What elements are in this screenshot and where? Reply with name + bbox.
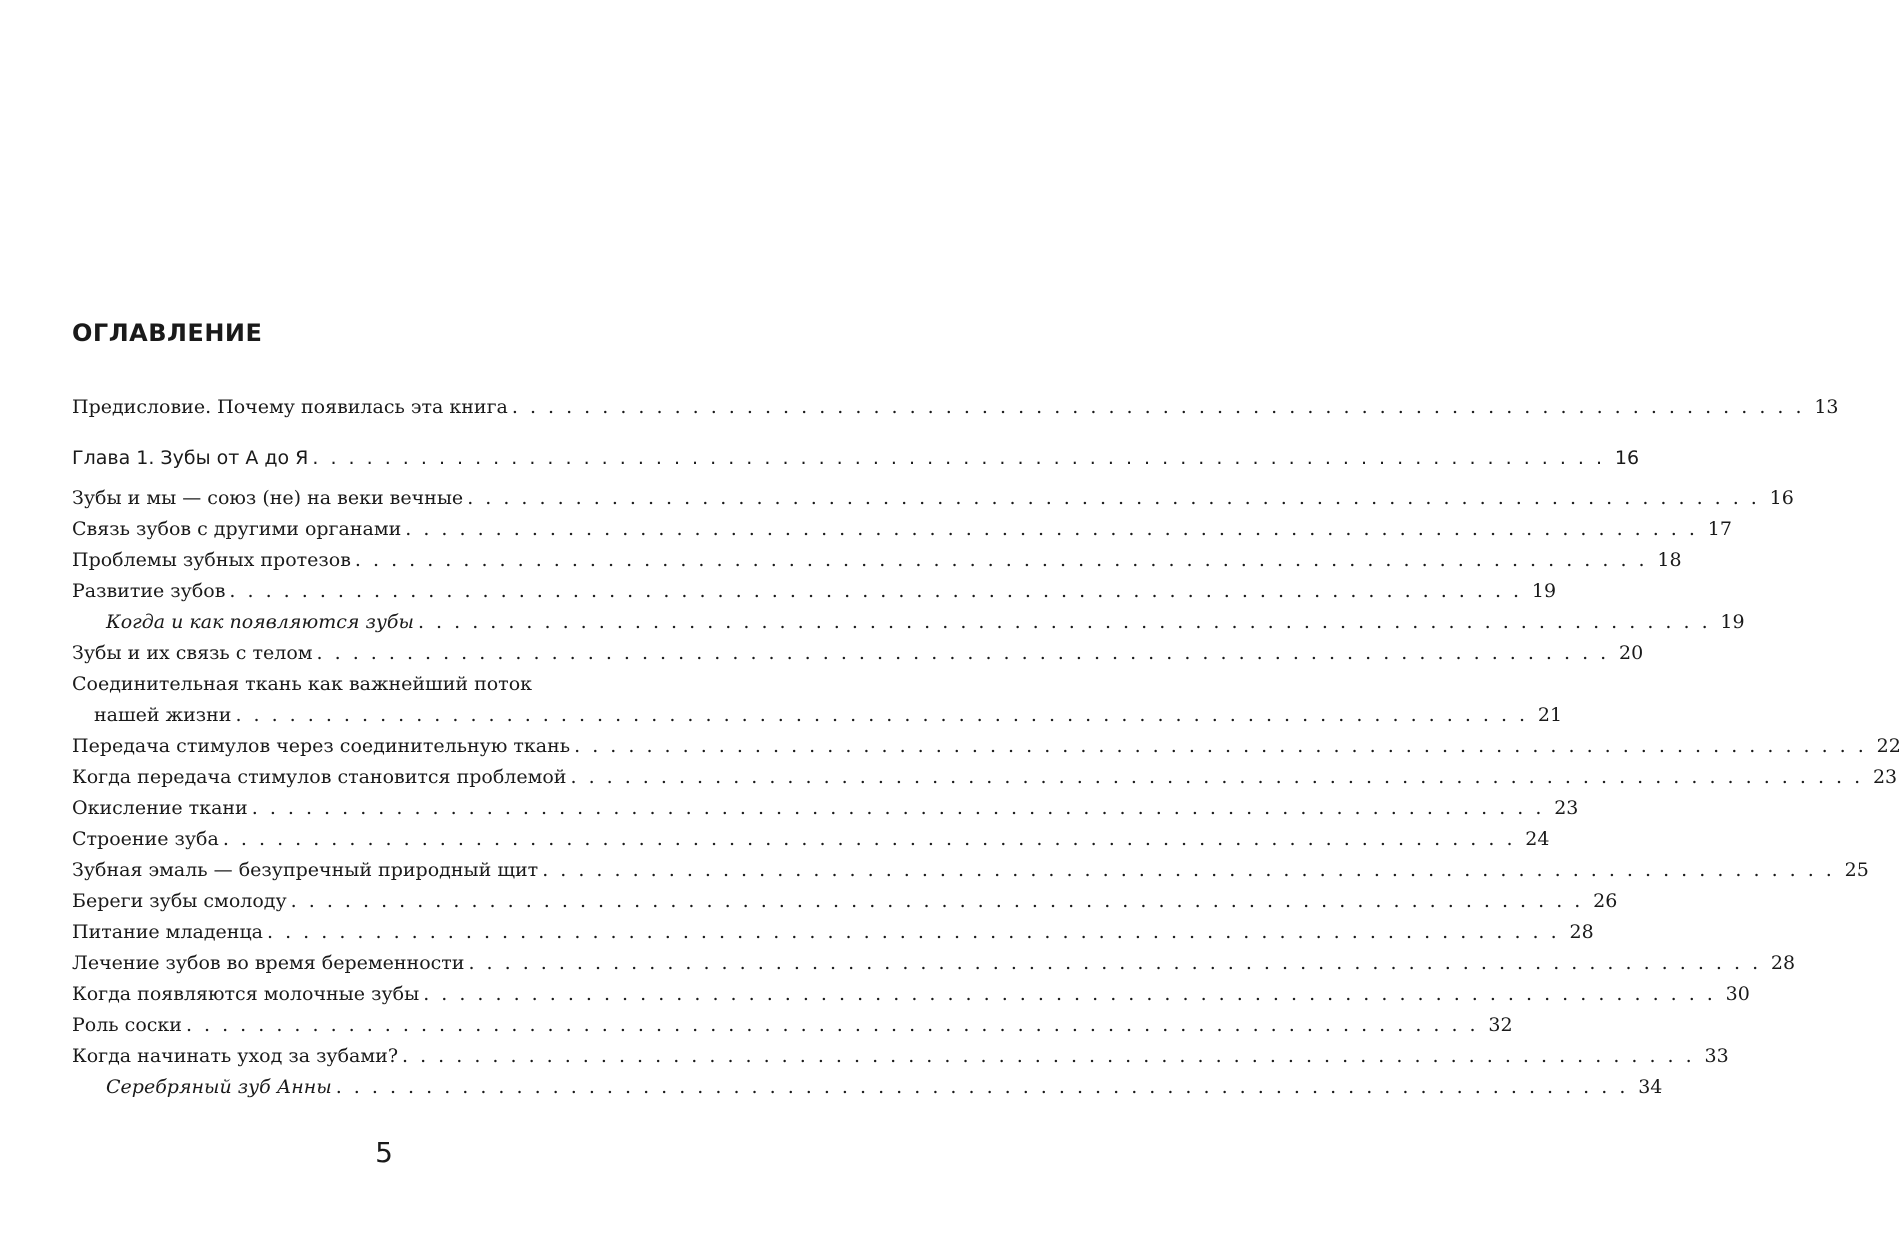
toc-entry xyxy=(72,793,1579,824)
dot-leader: . . . . . . . . . . . . . . . . . . . . . . . . . . . . . . . . . . . . . . . . . . . . . . . . . . . . . . . . . . . . . . . . . . . . . . . . xyxy=(316,642,1610,664)
toc-entry xyxy=(72,824,1550,855)
dot-leader: . . . . . . . . . . . . . . . . . . . . . . . . . . . . . . . . . . . . . . . . . . . . . . . . . . . . . . . . . . . . . . . . . . . . . . . . xyxy=(570,766,1864,788)
toc-entry-title: Роль соски xyxy=(72,1014,182,1036)
toc-entry-title: Окисление ткани xyxy=(72,797,248,819)
toc-entry-title: Питание младенца xyxy=(72,921,264,943)
toc-entry-title-continuation: нашей жизни xyxy=(94,704,232,726)
toc-entry xyxy=(72,483,1794,514)
dot-leader: . . . . . . . . . . . . . . . . . . . . . . . . . . . . . . . . . . . . . . . . . . . . . . . . . . . . . . . . . . . . . . . . . . . . . . . . xyxy=(235,704,1529,726)
toc-entry xyxy=(72,731,1901,762)
toc-entry xyxy=(72,762,1898,793)
toc-entry-title: Когда появляются молочные зубы xyxy=(72,983,420,1005)
dot-leader: . . . . . . . . . . . . . . . . . . . . . . . . . . . . . . . . . . . . . . . . . . . . . . . . . . . . . . . . . . . . . . . . . . . . . . . . xyxy=(574,735,1867,757)
dot-leader: . . . . . . . . . . . . . . . . . . . . . . . . . . . . . . . . . . . . . . . . . . . . . . . . . . . . . . . . . . . . . . . . . . . . . . . . xyxy=(405,518,1698,540)
toc-entry-continuation xyxy=(72,700,1563,731)
toc-entry-page: 26 xyxy=(1593,890,1618,912)
toc-entry-title: Связь зубов с другими органами xyxy=(72,518,402,540)
toc-entry-title: Береги зубы смолоду xyxy=(72,890,287,912)
toc-entry-page: 30 xyxy=(1725,983,1750,1005)
toc-entry xyxy=(72,917,1594,948)
dot-leader: . . . . . . . . . . . . . . . . . . . . . . . . . . . . . . . . . . . . . . . . . . . . . . . . . . . . . . . . . . . . . . . . . . . . . . . . xyxy=(185,1014,1479,1036)
toc-entry-title: Предисловие. Почему появилась эта книга xyxy=(72,396,508,418)
toc-entry-title: Соединительная ткань как важнейший поток xyxy=(72,673,533,695)
toc-entry-title: Лечение зубов во время беременности xyxy=(72,952,465,974)
toc-entry-title: Глава 1. Зубы от А до Я xyxy=(72,447,309,469)
page-number: 5 xyxy=(375,1136,393,1169)
toc-entry-page: 28 xyxy=(1770,952,1796,974)
dot-leader: . . . . . . . . . . . . . . . . . . . . . . . . . . . . . . . . . . . . . . . . . . . . . . . . . . . . . . . . . . . . . . . . . . . . . . . . xyxy=(335,1076,1629,1098)
toc-entry-page: 23 xyxy=(1872,766,1898,788)
table-of-contents xyxy=(72,392,1901,1103)
toc-entry-title: Когда начинать уход за зубами? xyxy=(72,1045,399,1067)
toc-entry-page: 18 xyxy=(1657,549,1682,571)
toc-entry xyxy=(72,638,1644,669)
toc-entry-title: Зубная эмаль — безупречный природный щит xyxy=(72,859,539,881)
dot-leader: . . . . . . . . . . . . . . . . . . . . . . . . . . . . . . . . . . . . . . . . . . . . . . . . . . . . . . . . . . . . . . . . . . . . . . . . xyxy=(542,859,1835,881)
dot-leader: . . . . . . . . . . . . . . . . . . . . . . . . . . . . . . . . . . . . . . . . . . . . . . . . . . . . . . . . . . . . . . . . . . . . . . . . xyxy=(267,921,1560,943)
toc-entry-page: 16 xyxy=(1769,487,1794,509)
toc-entry-title: Зубы и мы — союз (не) на веки вечные xyxy=(72,487,464,509)
toc-entry xyxy=(72,948,1796,979)
toc-entry-title: Серебряный зуб Анны xyxy=(106,1076,332,1098)
toc-entry-page: 17 xyxy=(1707,518,1732,540)
toc-entry-title: Строение зуба xyxy=(72,828,219,850)
toc-entry-page: 19 xyxy=(1531,580,1557,602)
toc-subentry xyxy=(72,607,1745,638)
toc-entry xyxy=(72,1010,1513,1041)
toc-entry-page: 32 xyxy=(1488,1014,1513,1036)
toc-entry xyxy=(72,1041,1729,1072)
toc-entry xyxy=(72,979,1750,1010)
toc-entry-page: 16 xyxy=(1614,447,1640,469)
dot-leader: . . . . . . . . . . . . . . . . . . . . . . . . . . . . . . . . . . . . . . . . . . . . . . . . . . . . . . . . . . . . . . . . . . . . . . . . xyxy=(290,890,1584,912)
toc-subentry xyxy=(72,1072,1663,1103)
toc-entry xyxy=(72,545,1682,576)
toc-entry-title: Когда передача стимулов становится проблемой xyxy=(72,766,567,788)
page-title: ОГЛАВЛЕНИЕ xyxy=(72,319,263,347)
toc-entry-page: 25 xyxy=(1844,859,1869,881)
toc-entry-page: 20 xyxy=(1619,642,1644,664)
toc-entry xyxy=(72,576,1557,607)
toc-entry xyxy=(72,392,1839,423)
dot-leader: . . . . . . . . . . . . . . . . . . . . . . . . . . . . . . . . . . . . . . . . . . . . . . . . . . . . . . . . . . . . . . . . . . . . . . . . xyxy=(222,828,1516,850)
toc-entry-title: Зубы и их связь с телом xyxy=(72,642,313,664)
toc-entry-page: 21 xyxy=(1537,704,1563,726)
toc-entry-page: 13 xyxy=(1814,396,1839,418)
toc-entry-title: Развитие зубов xyxy=(72,580,226,602)
dot-leader: . . . . . . . . . . . . . . . . . . . . . . . . . . . . . . . . . . . . . . . . . . . . . . . . . . . . . . . . . . . . . . . . . . . . . . . . xyxy=(402,1045,1695,1067)
toc-entry-page: 23 xyxy=(1554,797,1579,819)
dot-leader: . . . . . . . . . . . . . . . . . . . . . . . . . . . . . . . . . . . . . . . . . . . . . . . . . . . . . . . . . . . . . . . . . . . . . . . . xyxy=(511,396,1805,418)
dot-leader: . . . . . . . . . . . . . . . . . . . . . . . . . . . . . . . . . . . . . . . . . . . . . . . . . . . . . . . . . . . . . . . . . . . . . . . . xyxy=(468,952,1762,974)
toc-entry-page: 24 xyxy=(1525,828,1550,850)
toc-entry-page: 33 xyxy=(1704,1045,1729,1067)
dot-leader: . . . . . . . . . . . . . . . . . . . . . . . . . . . . . . . . . . . . . . . . . . . . . . . . . . . . . . . . . . . . . . . . . . . . . . . . xyxy=(229,580,1523,602)
toc-entry-title: Когда и как появляются зубы xyxy=(106,611,414,633)
toc-entry-first-line xyxy=(72,669,645,700)
toc-entry-page: 34 xyxy=(1638,1076,1663,1098)
toc-entry-page: 28 xyxy=(1569,921,1594,943)
toc-entry xyxy=(72,855,1869,886)
toc-entry-title: Проблемы зубных протезов xyxy=(72,549,351,571)
toc-entry-page: 22 xyxy=(1876,735,1901,757)
toc-entry-page: 19 xyxy=(1720,611,1745,633)
toc-entry xyxy=(72,514,1732,545)
dot-leader: . . . . . . . . . . . . . . . . . . . . . . . . . . . . . . . . . . . . . . . . . . . . . . . . . . . . . . . . . . . . . . . . . . . . . . . . xyxy=(467,487,1760,509)
toc-chapter-entry xyxy=(72,443,1640,474)
dot-leader: . . . . . . . . . . . . . . . . . . . . . . . . . . . . . . . . . . . . . . . . . . . . . . . . . . . . . . . . . . . . . . . . . . . . . . . . xyxy=(312,447,1606,469)
dot-leader: . . . . . . . . . . . . . . . . . . . . . . . . . . . . . . . . . . . . . . . . . . . . . . . . . . . . . . . . . . . . . . . . . . . . . . . . xyxy=(417,611,1711,633)
dot-leader: . . . . . . . . . . . . . . . . . . . . . . . . . . . . . . . . . . . . . . . . . . . . . . . . . . . . . . . . . . . . . . . . . . . . . . . . xyxy=(251,797,1545,819)
toc-entry-title: Передача стимулов через соединительную ткань xyxy=(72,735,571,757)
dot-leader: . . . . . . . . . . . . . . . . . . . . . . . . . . . . . . . . . . . . . . . . . . . . . . . . . . . . . . . . . . . . . . . . . . . . . . . . xyxy=(423,983,1716,1005)
toc-entry xyxy=(72,886,1618,917)
dot-leader: . . . . . . . . . . . . . . . . . . . . . . . . . . . . . . . . . . . . . . . . . . . . . . . . . . . . . . . . . . . . . . . . . . . . . . . . xyxy=(354,549,1648,571)
